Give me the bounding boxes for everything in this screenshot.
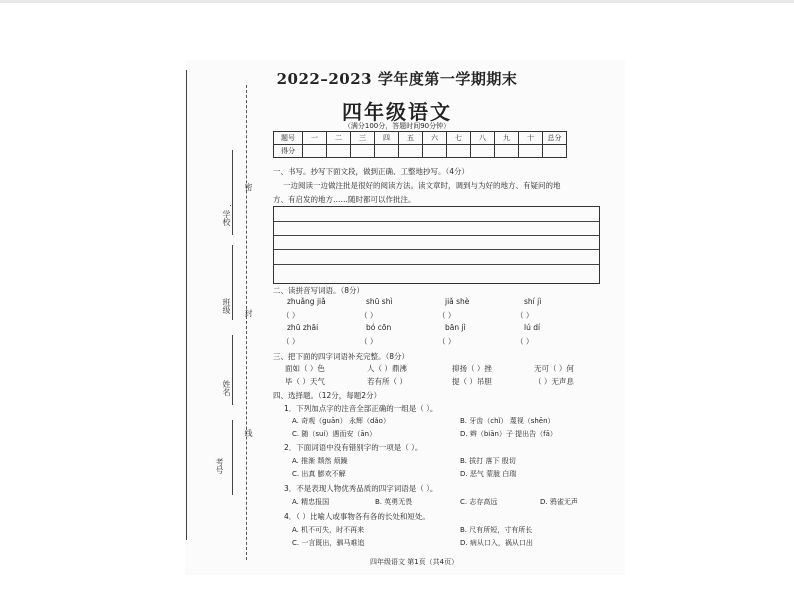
q2-option-c[interactable]: C. 出真 膨欢不解 [292,470,346,478]
score-col-total: 总分 [543,132,567,145]
q1-option-c[interactable]: C. 随（suí）遇而安（ān） [292,430,377,438]
writing-box[interactable] [273,206,600,284]
q2-option-d[interactable]: D. 恶气 蒙胧 白瑞 [460,470,517,478]
margin-fill-school [232,150,233,235]
idiom-6[interactable]: 若有所（ ） [367,377,407,386]
score-cell[interactable] [543,145,567,158]
score-col-6: 六 [423,132,447,145]
seal-char-mi: 密 [244,183,253,191]
writing-line [274,235,599,236]
section1-heading: 一、书写。抄写下面文段，做到正确、工整地抄写。（4分） [273,167,470,176]
margin-fill-examno [232,420,233,495]
margin-line-school [230,205,231,206]
score-col-8: 八 [471,132,495,145]
writing-line [274,221,599,222]
idiom-8[interactable]: （ ）无声息 [534,377,574,386]
score-cell[interactable] [423,145,447,158]
idiom-1[interactable]: 面如（ ）色 [285,364,325,373]
section2-heading: 二、读拼音写词语。（8分） [273,286,365,295]
score-col-4: 四 [375,132,399,145]
score-cell[interactable] [519,145,543,158]
idiom-4[interactable]: 无可（ ）何 [534,364,574,373]
q1-option-d[interactable]: D. 辫（biān）子 提出告（fā） [460,430,557,438]
q2-option-a[interactable]: A. 推渐 颓然 烦躁 [292,457,348,465]
margin-fill-name [232,335,233,405]
score-col-5: 五 [399,132,423,145]
score-col-1: 一 [303,132,327,145]
score-row-numbers [274,132,567,145]
pinyin-6: bó cōn [366,323,392,332]
q1-option-a[interactable]: A. 奇观（guān） 永辉（dǎo） [292,417,390,425]
pinyin-7: bān jì [445,323,466,332]
score-cell[interactable] [447,145,471,158]
answer-bracket[interactable]: （ ） [438,337,456,346]
score-cell[interactable] [375,145,399,158]
pinyin-2: shū shì [366,297,393,306]
answer-bracket[interactable]: （ ） [516,311,534,320]
pinyin-3: jiǎ shè [445,297,470,306]
score-col-7: 七 [447,132,471,145]
score-cell[interactable] [471,145,495,158]
exam-subject: 四年级语文 [342,100,452,124]
score-cell[interactable] [303,145,327,158]
answer-bracket[interactable]: （ ） [516,337,534,346]
margin-label-examno: 考号 [215,458,224,474]
pinyin-8: lú dí [524,323,541,332]
score-col-9: 九 [495,132,519,145]
answer-bracket[interactable]: （ ） [360,311,378,320]
q4-option-c[interactable]: C. 一言既出，驷马难追 [292,539,365,547]
margin-line-outer [186,70,187,540]
page-footer: 四年级语文 第1页（共4页） [370,558,459,566]
q3-option-c[interactable]: C. 志存高远 [460,498,498,506]
q3-option-d[interactable]: D. 鸦雀无声 [540,498,578,506]
score-row-label: 题号 [274,132,303,145]
writing-line [274,249,599,250]
margin-label-school: 学校 [222,210,231,226]
writing-line [274,264,599,265]
section1-passage-line2: 方、有启发的地方……随时都可以作批注。 [273,195,416,204]
idiom-3[interactable]: 抑扬（ ）挫 [452,364,492,373]
answer-bracket[interactable]: （ ） [282,337,300,346]
seal-char-feng: 封 [244,309,253,317]
answer-bracket[interactable]: （ ） [360,337,378,346]
idiom-7[interactable]: 提（ ）吊胆 [452,377,492,386]
margin-label-name: 姓名 [222,380,231,396]
question-2: 2．下面词语中没有错别字的一项是（ ）。 [284,443,423,452]
section1-passage-line1: 一边阅读一边做注批是很好的阅读方法。读文章时，调到与为好的地方、有疑问的地 [283,181,561,190]
exam-note: （满分100分，答题时间90分钟） [343,122,451,130]
idiom-2[interactable]: 人（ ）鼎沸 [367,364,407,373]
section3-heading: 三、把下面的四字词语补充完整。（8分） [273,352,410,361]
cut-dashed-line [246,85,247,560]
q3-option-b[interactable]: B. 英勇无畏 [375,498,413,506]
pinyin-1: zhuǎng jiǎ [287,297,326,306]
top-edge [0,0,794,3]
margin-label-class: 班级 [222,298,231,314]
answer-bracket[interactable]: （ ） [282,311,300,320]
q3-option-a[interactable]: A. 精忠报国 [292,498,330,506]
score-col-10: 十 [519,132,543,145]
score-col-3: 三 [351,132,375,145]
seal-char-xian: 线 [244,429,253,437]
exam-title: 2022–2023 学年度第一学期期末 [276,70,518,88]
score-table [273,131,567,158]
q1-option-b[interactable]: B. 牙齿（chǐ） 蔑视（shēn） [460,417,555,425]
score-row2-label: 得分 [274,145,303,158]
q4-option-a[interactable]: A. 机不可失，时不再来 [292,526,365,534]
score-cell[interactable] [327,145,351,158]
margin-fill-class [232,245,233,320]
q4-option-b[interactable]: B. 尺有所短，寸有所长 [460,526,533,534]
score-cell[interactable] [399,145,423,158]
answer-bracket[interactable]: （ ） [438,311,456,320]
score-cell[interactable] [495,145,519,158]
question-1: 1．下列加点字的注音全部正确的一组是（ ）。 [284,404,438,413]
score-cell[interactable] [351,145,375,158]
q2-option-b[interactable]: B. 拔打 落下 殷切 [460,457,516,465]
question-4: 4．（ ）比喻人或事物各有各的长处和短处。 [284,512,430,521]
idiom-5[interactable]: 毕（ ）天气 [285,377,325,386]
pinyin-4: shí jì [524,297,542,306]
pinyin-5: zhū zhāi [287,323,319,332]
score-row-points [274,145,567,158]
q4-option-d[interactable]: D. 病从口入，祸从口出 [460,539,533,547]
score-col-2: 二 [327,132,351,145]
question-3: 3．不是表现人物优秀品质的四字词语是（ ）。 [284,484,438,493]
section4-heading: 四、选择题。（12分，每题2分） [273,391,382,400]
